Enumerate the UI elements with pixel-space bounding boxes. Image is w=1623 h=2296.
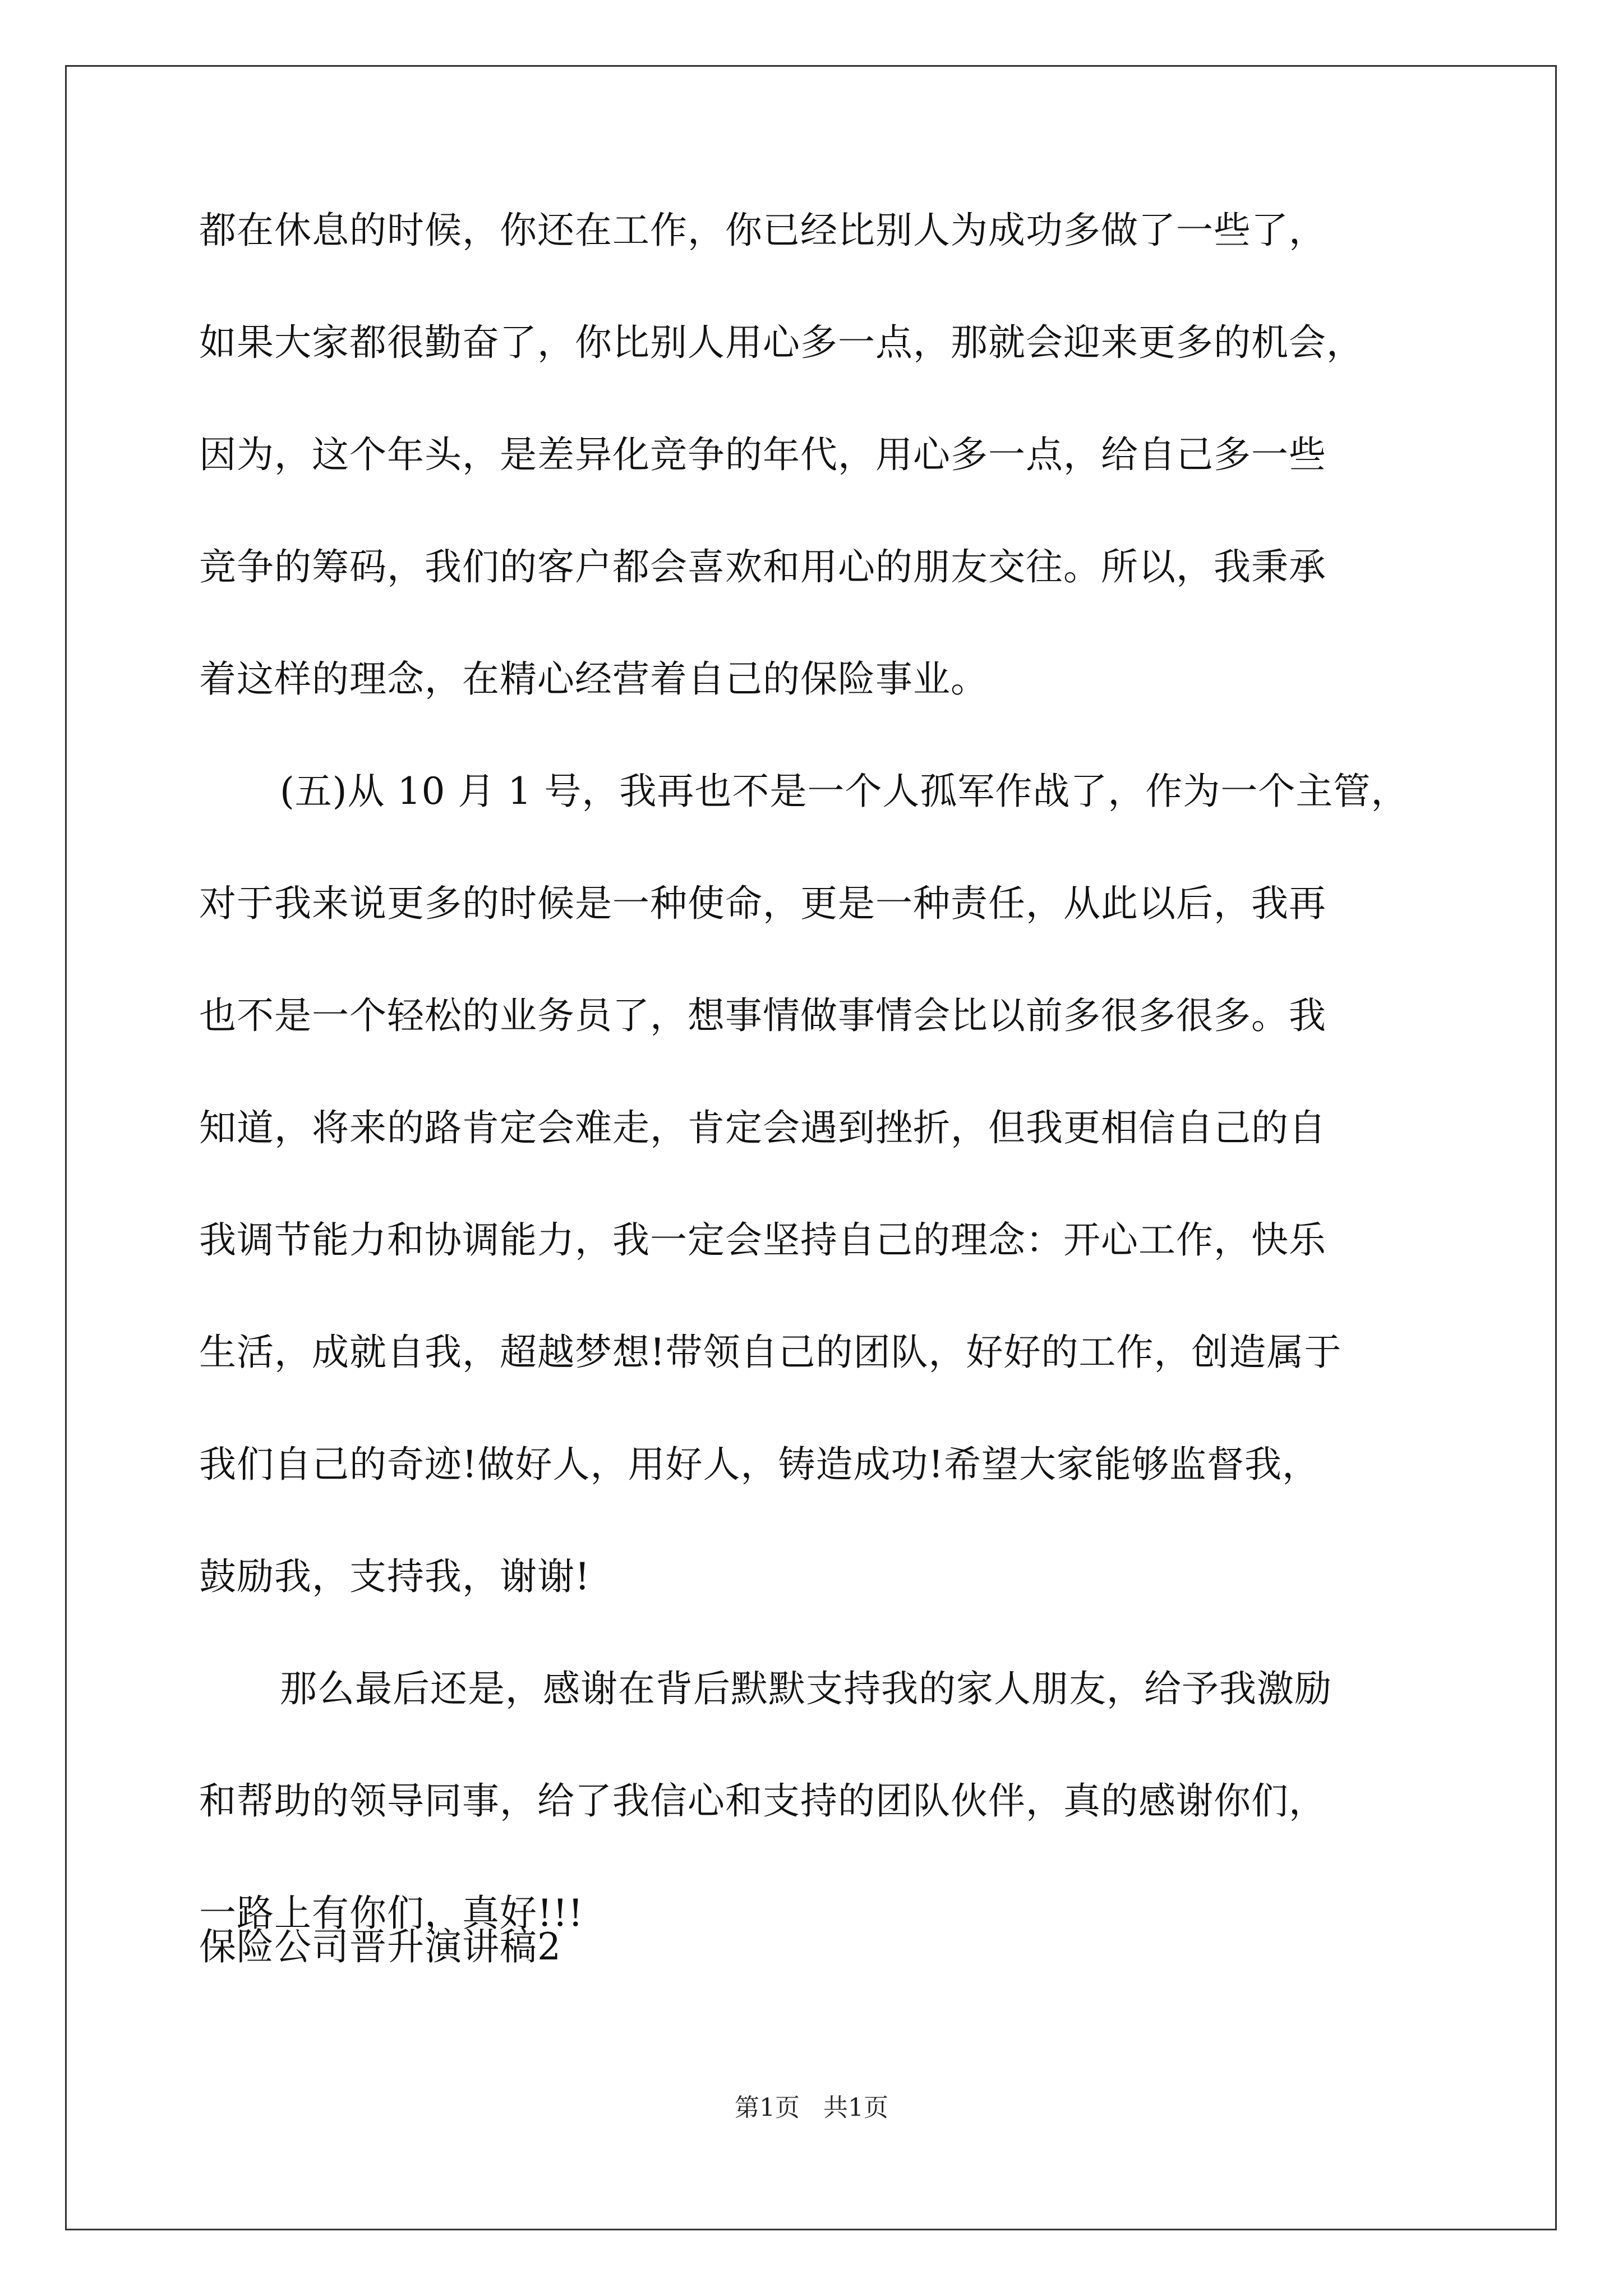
text-line: 一路上有你们，真好!!! [199, 1892, 584, 1935]
text-line: 我调节能力和协调能力，我一定会坚持自己的理念：开心工作，快乐 [199, 1218, 1326, 1262]
text-line: 我们自己的奇迹!做好人，用好人，铸造成功!希望大家能够监督我， [199, 1443, 1320, 1486]
text-line: 也不是一个轻松的业务员了，想事情做事情会比以前多很多很多。我 [199, 994, 1326, 1037]
text-line: 鼓励我，支持我，谢谢! [199, 1555, 591, 1598]
text-line: 着这样的理念，在精心经营着自己的保险事业。 [199, 657, 988, 701]
text-line: 对于我来说更多的时候是一种使命，更是一种责任，从此以后，我再 [199, 882, 1326, 925]
text-line: 和帮助的领导同事，给了我信心和支持的团队伙伴，真的感谢你们， [199, 1779, 1326, 1823]
text-line: 知道，将来的路肯定会难走，肯定会遇到挫折，但我更相信自己的自 [199, 1106, 1326, 1149]
paragraph-start-line: 那么最后还是，感谢在背后默默支持我的家人朋友，给予我激励 [280, 1667, 1332, 1710]
page-footer: 第1页 共1页 [735, 2093, 888, 2122]
text-line: 生活，成就自我，超越梦想!带领自己的团队，好好的工作，创造属于 [199, 1331, 1342, 1374]
section-heading: 保险公司晋升演讲稿2 [199, 1925, 561, 1968]
text-line: 因为，这个年头，是差异化竞争的年代，用心多一点，给自己多一些 [199, 433, 1326, 476]
paragraph-start-line: (五)从 10 月 1 号，我再也不是一个人孤军作战了，作为一个主管， [280, 770, 1409, 813]
text-line: 竞争的筹码，我们的客户都会喜欢和用心的朋友交往。所以，我秉承 [199, 545, 1326, 588]
text-line: 如果大家都很勤奋了，你比别人用心多一点，那就会迎来更多的机会， [199, 321, 1364, 364]
text-line: 都在休息的时候，你还在工作，你已经比别人为成功多做了一些了， [199, 209, 1326, 252]
